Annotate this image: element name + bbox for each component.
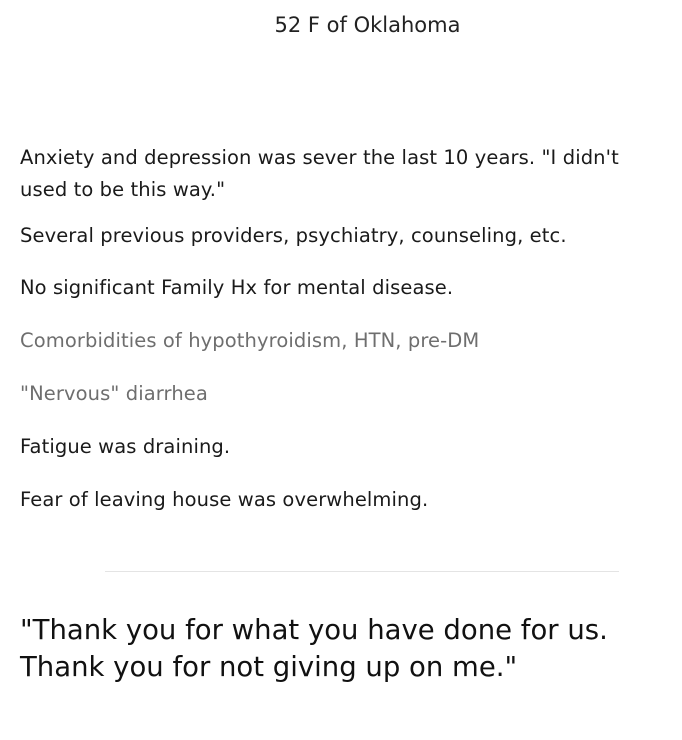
section-divider [105,571,619,572]
history-item-anxiety: Anxiety and depression was sever the last 10 years. "I didn't used to be this way." [20,146,619,201]
history-item-fatigue: Fatigue was draining. [20,435,231,458]
history-item-family-hx: No significant Family Hx for mental disease. [20,276,454,299]
patient-quote: "Thank you for what you have done for us. Thank you for not giving up on me." [20,614,608,683]
history-item-providers: Several previous providers, psychiatry, counseling, etc. [20,224,567,247]
patient-summary: 52 F of Oklahoma [274,13,461,37]
history-item-comorbidities: Comorbidities of hypothyroidism, HTN, pre-DM [20,329,480,352]
history-item-fear: Fear of leaving house was overwhelming. [20,488,429,511]
history-item-diarrhea: "Nervous" diarrhea [20,382,208,405]
